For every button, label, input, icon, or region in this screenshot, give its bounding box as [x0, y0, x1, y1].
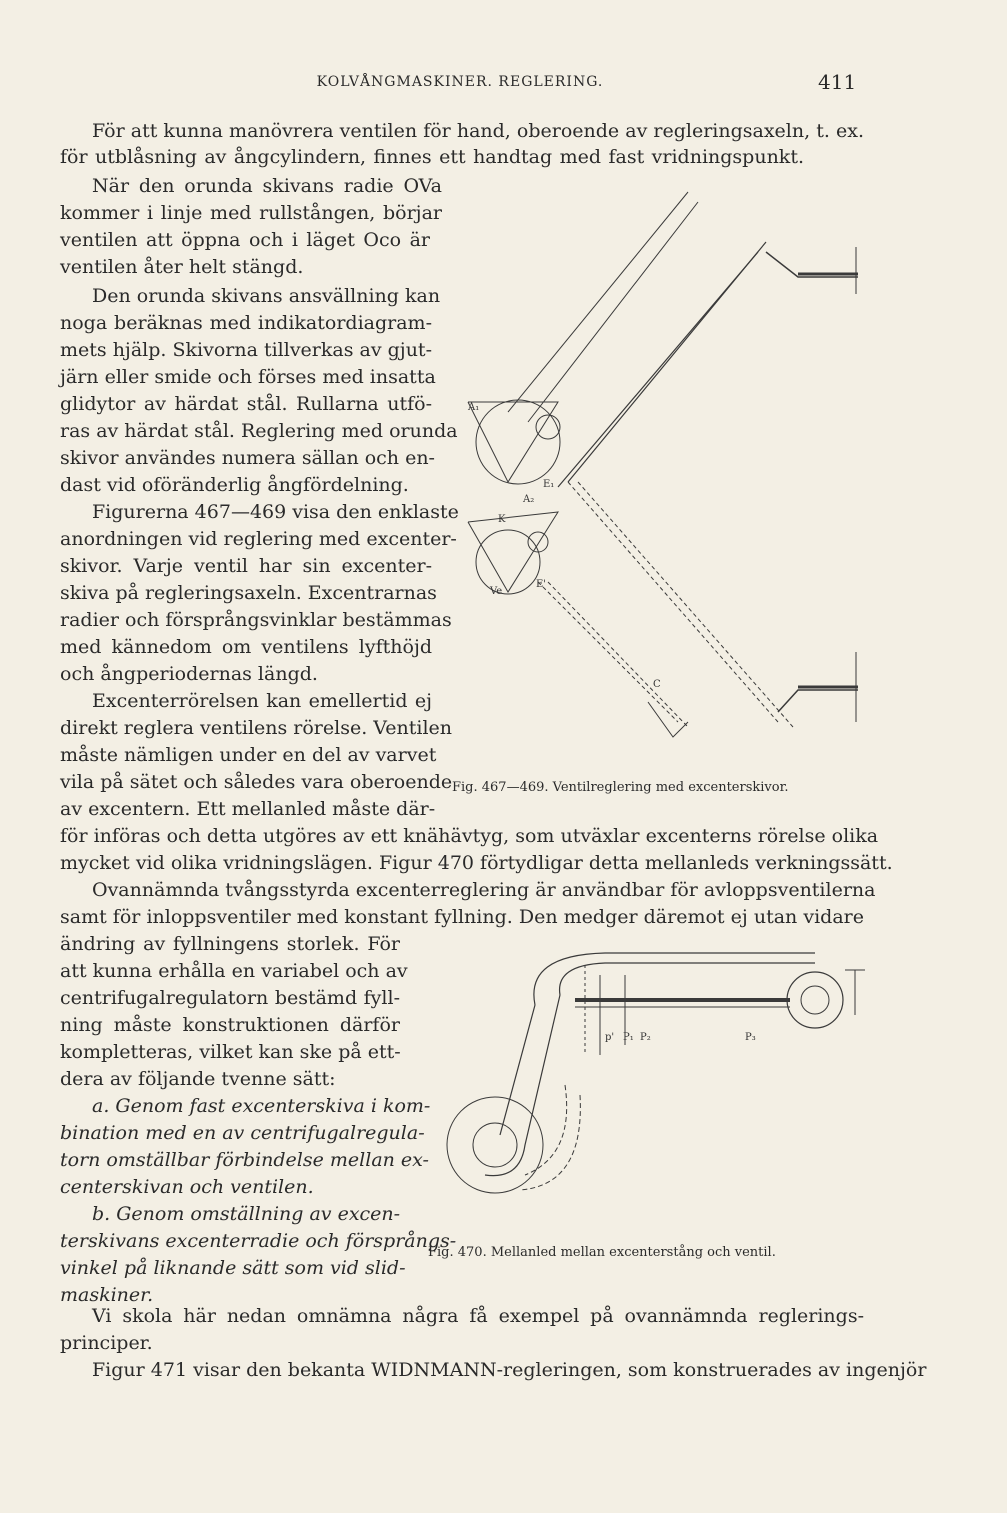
text-line: dera av följande tvenne sätt:: [60, 1068, 336, 1090]
text-line: järn eller smide och förses med insatta: [60, 366, 436, 388]
text-line-italic: terskivans excenterradie och försprångs-: [60, 1230, 457, 1252]
text-line: för utblåsning av ångcylindern, finnes ett handtag med fast vridningspunkt.: [60, 146, 804, 168]
text-line: måste nämligen under en del av varvet: [60, 744, 437, 766]
figure-470-intermediate-link-diagram: [425, 945, 870, 1235]
text-line: Excenterrörelsen kan emellertid ej: [92, 690, 432, 712]
figure-label: C: [653, 679, 661, 690]
text-line: skivor. Varje ventil har sin excenter-: [60, 555, 432, 577]
text-line: För att kunna manövrera ventilen för hand, oberoende av regleringsaxeln, t. ex.: [92, 120, 864, 142]
text-line: anordningen vid reglering med excenter-: [60, 528, 457, 550]
text-line: dast vid oföränderlig ångfördelning.: [60, 474, 409, 496]
text-line: med kännedom om ventilens lyfthöjd: [60, 636, 432, 658]
text-line: ventilen åter helt stängd.: [60, 256, 304, 278]
figure-label: A₂: [523, 494, 535, 505]
text-line: mets hjälp. Skivorna tillverkas av gjut-: [60, 339, 432, 361]
text-line-italic: torn omställbar förbindelse mellan ex-: [60, 1149, 429, 1171]
text-line: Ovannämnda tvångsstyrda excenterreglering är användbar för avloppsventilerna: [92, 879, 876, 901]
text-line: När den orunda skivans radie OVa: [92, 175, 442, 197]
running-title: KOLVÅNGMASKINER. REGLERING.: [316, 74, 604, 90]
figure-label: A₁: [468, 402, 480, 413]
text-line: skiva på regleringsaxeln. Excentrarnas: [60, 582, 437, 604]
text-line: Figurerna 467—469 visa den enklaste: [92, 501, 459, 523]
text-line: Den orunda skivans ansvällning kan: [92, 285, 441, 307]
figure-caption-470: Fig. 470. Mellanled mellan excenterstång och ventil.: [428, 1245, 776, 1260]
text-line: direkt reglera ventilens rörelse. Ventilen: [60, 717, 453, 739]
text-line: ventilen att öppna och i läget Oco är: [60, 229, 430, 251]
text-line-italic: maskiner.: [60, 1284, 154, 1306]
text-line-italic: vinkel på liknande sätt som vid slid-: [60, 1257, 406, 1279]
text-line-italic: bination med en av centrifugalregula-: [60, 1122, 425, 1144]
page-number: 411: [818, 70, 857, 94]
text-line: och ångperiodernas längd.: [60, 663, 318, 685]
figure-label: P₂: [640, 1032, 651, 1043]
text-line: för införas och detta utgöres av ett knähävtyg, som utväxlar excenterns rörelse olika: [60, 825, 879, 847]
figure-label: K: [498, 514, 506, 525]
text-line: skivor användes numera sällan och en-: [60, 447, 435, 469]
text-line: Vi skola här nedan omnämna några få exempel på ovannämnda reglerings-: [92, 1305, 864, 1327]
text-line: ändring av fyllningens storlek. För: [60, 933, 400, 955]
figure-label: E': [536, 579, 547, 590]
text-line: Figur 471 visar den bekanta WIDNMANN-regleringen, som konstruerades av ingenjör: [92, 1359, 927, 1381]
text-line: ras av härdat stål. Reglering med orunda: [60, 420, 458, 442]
text-line: radier och försprångsvinklar bestämmas: [60, 609, 452, 631]
text-line: att kunna erhålla en variabel och av: [60, 960, 408, 982]
text-line: av excentern. Ett mellanled måste där-: [60, 798, 436, 820]
figure-label: Ve: [490, 586, 503, 597]
text-line: kommer i linje med rullstången, börjar: [60, 202, 442, 224]
text-line: kompletteras, vilket kan ske på ett-: [60, 1041, 401, 1063]
figure-label: P₃: [745, 1032, 756, 1043]
figure-label: p': [605, 1032, 615, 1043]
text-line: principer.: [60, 1332, 153, 1354]
text-line: mycket vid olika vridningslägen. Figur 470 förtydligar detta mellanleds verkningssätt.: [60, 852, 893, 874]
figure-467-469-eccentric-valve-diagram: [448, 182, 870, 762]
figure-label: E₁: [543, 479, 555, 490]
text-line: samt för inloppsventiler med konstant fyllning. Den medger däremot ej utan vidare: [60, 906, 864, 928]
figure-caption-467: Fig. 467—469. Ventilreglering med excenterskivor.: [452, 780, 789, 795]
text-line: ning måste konstruktionen därför: [60, 1014, 400, 1036]
text-line: vila på sätet och således vara oberoende: [60, 771, 453, 793]
text-line-italic: a. Genom fast excenterskiva i kom-: [92, 1095, 431, 1117]
text-line-italic: centerskivan och ventilen.: [60, 1176, 314, 1198]
figure-label: P₁: [623, 1032, 634, 1043]
text-line: glidytor av härdat stål. Rullarna utfö-: [60, 393, 432, 415]
text-line: noga beräknas med indikatordiagram-: [60, 312, 432, 334]
text-line-italic: b. Genom omställning av excen-: [92, 1203, 401, 1225]
text-line: centrifugalregulatorn bestämd fyll-: [60, 987, 400, 1009]
